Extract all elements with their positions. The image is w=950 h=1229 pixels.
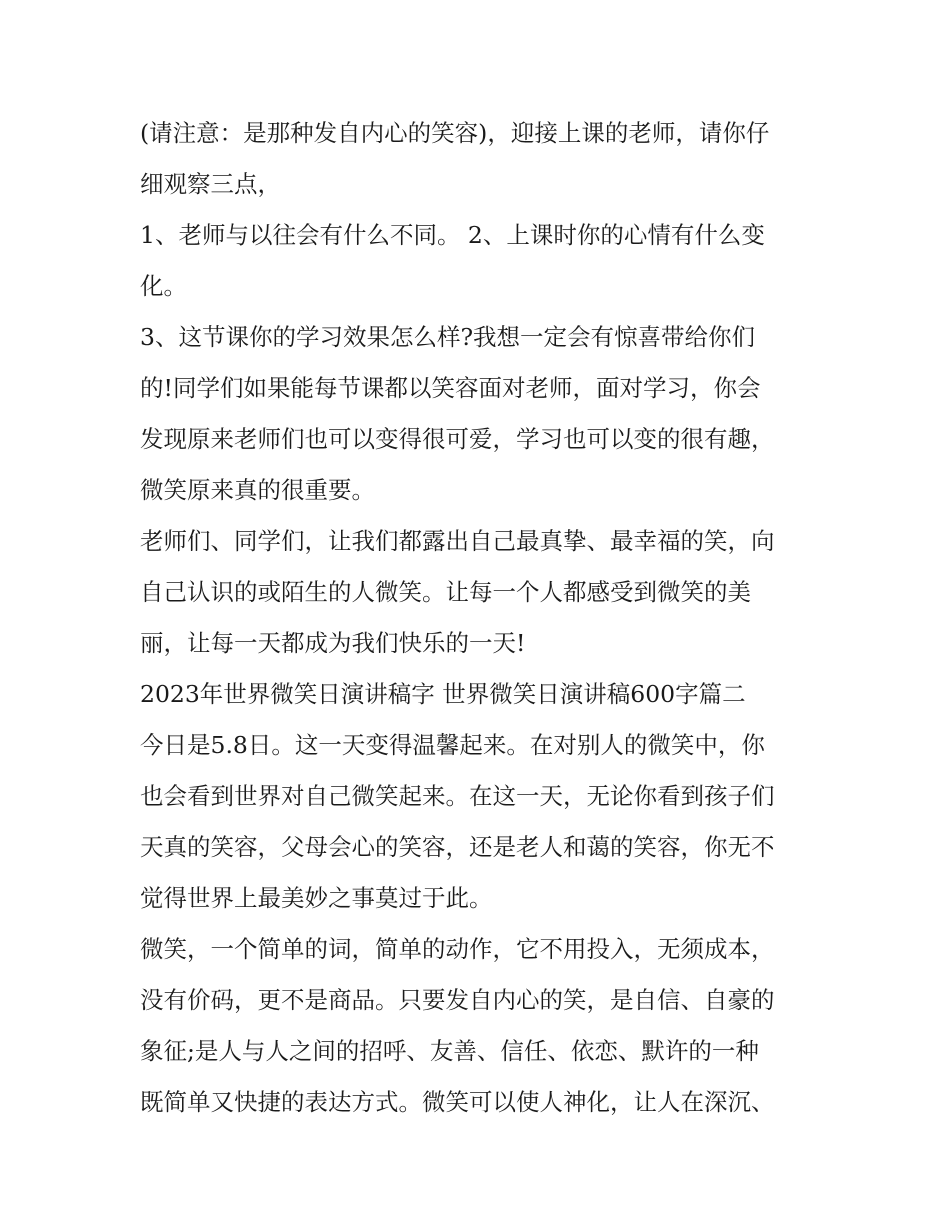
document-body <box>140 108 820 1128</box>
text-line: 微笑，一个简单的词，简单的动作，它不用投入，无须成本， <box>140 935 775 963</box>
section-heading: 2023年世界微笑日演讲稿字 世界微笑日演讲稿600字篇二 <box>140 680 746 708</box>
text-line: 发现原来老师们也可以变得很可爱，学习也可以变的很有趣， <box>140 425 775 453</box>
text-line: 没有价码，更不是商品。只要发自内心的笑，是自信、自豪的 <box>140 986 775 1014</box>
text-line: 的!同学们如果能每节课都以笑容面对老师，面对学习，你会 <box>140 374 761 402</box>
text-line: 觉得世界上最美妙之事莫过于此。 <box>140 884 493 912</box>
text-line: 细观察三点， <box>140 170 281 198</box>
text-line: 微笑原来真的很重要。 <box>140 476 375 504</box>
text-line: 老师们、同学们，让我们都露出自己最真挚、最幸福的笑，向 <box>140 527 775 555</box>
text-line: 化。 <box>140 272 187 300</box>
text-line: (请注意：是那种发自内心的笑容)，迎接上课的老师，请你仔 <box>140 119 770 147</box>
text-line: 自己认识的或陌生的人微笑。让每一个人都感受到微笑的美 <box>140 578 751 606</box>
text-line: 象征;是人与人之间的招呼、友善、信任、依恋、默许的一种 <box>140 1037 759 1065</box>
text-line: 今日是5.8日。这一天变得温馨起来。在对别人的微笑中，你 <box>140 731 765 759</box>
text-line: 丽，让每一天都成为我们快乐的一天! <box>140 629 526 657</box>
text-line: 既简单又快捷的表达方式。微笑可以使人神化，让人在深沉、 <box>140 1088 775 1116</box>
text-line: 1、老师与以往会有什么不同。 2、上课时你的心情有什么变 <box>140 221 765 249</box>
text-line: 天真的笑容，父母会心的笑容，还是老人和蔼的笑容，你无不 <box>140 833 775 861</box>
text-line: 也会看到世界对自己微笑起来。在这一天，无论你看到孩子们 <box>140 782 775 810</box>
text-line: 3、这节课你的学习效果怎么样?我想一定会有惊喜带给你们 <box>140 323 756 351</box>
